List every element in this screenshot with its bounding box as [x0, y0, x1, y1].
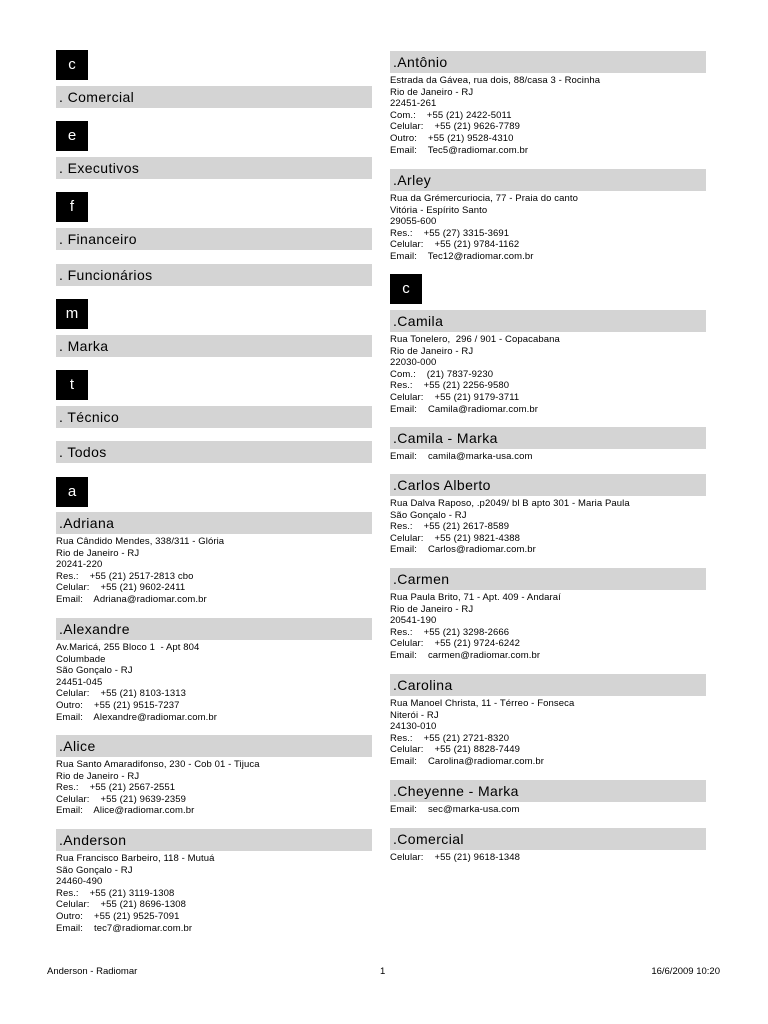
- contact-address: Rua Tonelero, 296 / 901 - Copacabana: [390, 334, 560, 345]
- contact-details-alice: [56, 759, 372, 817]
- contact-name-carlos-alberto: .Carlos Alberto: [390, 474, 706, 496]
- contact-address: Rua Manoel Christa, 11 - Térreo - Fonseca: [390, 698, 575, 709]
- index-letter-m: m: [56, 299, 88, 329]
- contact-phone-mobile: Celular: +55 (21) 8828-7449: [390, 744, 521, 756]
- contact-email: Email: carmen@radiomar.com.br: [390, 649, 541, 661]
- contact-city: São Gonçalo - RJ: [56, 665, 133, 677]
- contact-city: Rio de Janeiro - RJ: [390, 86, 474, 98]
- contact-city: Rio de Janeiro - RJ: [390, 603, 474, 615]
- contact-address: Rua Santo Amaradifonso, 230 - Cob 01 - Tijuca: [56, 759, 260, 770]
- contact-address: Av.Maricá, 255 Bloco 1 - Apt 804: [56, 642, 200, 653]
- group-header-todos: . Todos: [56, 441, 372, 463]
- contact-address: Estrada da Gávea, rua dois, 88/casa 3 - Rocinha: [390, 75, 601, 86]
- contact-phone-mobile: Celular: +55 (21) 9179-3711: [390, 391, 520, 403]
- contact-details-alexandre: [56, 642, 372, 723]
- contact-postal-code: 20541-190: [390, 615, 437, 627]
- contact-phone-other: Outro: +55 (21) 9528-4310: [390, 132, 514, 144]
- index-letter-c: c: [56, 50, 88, 80]
- footer-timestamp: 16/6/2009 10:20: [651, 966, 720, 977]
- contact-details-arley: [390, 193, 706, 263]
- group-header-executivos: . Executivos: [56, 157, 372, 179]
- contact-city: Rio de Janeiro - RJ: [56, 547, 140, 559]
- contact-details-carolina: [390, 698, 706, 768]
- contact-phone-res: Res.: +55 (21) 2517-2813 cbo: [56, 570, 194, 582]
- group-header-financeiro: . Financeiro: [56, 228, 372, 250]
- group-header-tecnico: . Técnico: [56, 406, 372, 428]
- contact-name-antonio: .Antônio: [390, 51, 706, 73]
- contact-email: Email: tec7@radiomar.com.br: [56, 922, 193, 934]
- contact-postal-code: 22451-261: [390, 98, 437, 110]
- index-letter-e: e: [56, 121, 88, 151]
- contact-phone-other: Outro: +55 (21) 9515-7237: [56, 699, 180, 711]
- contact-phone-res: Res.: +55 (21) 2721-8320: [390, 732, 510, 744]
- contact-phone-mobile: Celular: +55 (21) 8103-1313: [56, 688, 187, 700]
- contact-phone-other: Outro: +55 (21) 9525-7091: [56, 910, 180, 922]
- contact-details-camila-marka: [390, 451, 706, 463]
- footer-document-title: Anderson - Radiomar: [47, 966, 138, 977]
- contact-details-comercial: [390, 852, 706, 864]
- contact-city: São Gonçalo - RJ: [390, 509, 467, 521]
- contact-name-adriana: .Adriana: [56, 512, 372, 534]
- contact-details-antonio: [390, 75, 706, 156]
- footer-page-number: 1: [380, 966, 386, 977]
- contact-email: Email: Alexandre@radiomar.com.br: [56, 711, 217, 723]
- contact-name-comercial: .Comercial: [390, 828, 706, 850]
- contact-email: Email: Camila@radiomar.com.br: [390, 403, 538, 415]
- contact-neighborhood: Columbade: [56, 653, 106, 665]
- index-letter-c: c: [390, 274, 422, 304]
- contact-name-anderson: .Anderson: [56, 829, 372, 851]
- contact-email: Email: Carlos@radiomar.com.br: [390, 544, 536, 556]
- contact-phone-res: Res.: +55 (21) 3119-1308: [56, 887, 175, 899]
- contact-phone-mobile: Celular: +55 (21) 9626-7789: [390, 121, 521, 133]
- contact-phone-res: Res.: +55 (21) 2567-2551: [56, 782, 176, 794]
- contact-name-alice: .Alice: [56, 735, 372, 757]
- contact-email: Email: sec@marka-usa.com: [390, 804, 520, 815]
- contact-email: Email: Tec5@radiomar.com.br: [390, 144, 529, 156]
- contact-phone-work: Com.: (21) 7837-9230: [390, 368, 494, 380]
- index-letter-f: f: [56, 192, 88, 222]
- contact-name-carmen: .Carmen: [390, 568, 706, 590]
- contact-address: Rua Paula Brito, 71 - Apt. 409 - Andaraí: [390, 592, 561, 603]
- contact-details-cheyenne-marka: [390, 804, 706, 816]
- contact-phone-mobile: Celular: +55 (21) 9724-6242: [390, 638, 521, 650]
- contact-phone-res: Res.: +55 (21) 2617-8589: [390, 521, 510, 533]
- contact-phone-mobile: Celular: +55 (21) 8696-1308: [56, 899, 187, 911]
- contact-city: São Gonçalo - RJ: [56, 864, 133, 876]
- contact-city: Rio de Janeiro - RJ: [56, 770, 140, 782]
- contact-postal-code: 24130-010: [390, 721, 437, 733]
- contact-name-carolina: .Carolina: [390, 674, 706, 696]
- contact-details-anderson: [56, 853, 372, 934]
- contact-phone-res: Res.: +55 (21) 3298-2666: [390, 626, 510, 638]
- group-header-funcionarios: . Funcionários: [56, 264, 372, 286]
- contact-phone-mobile: Celular: +55 (21) 9639-2359: [56, 793, 187, 805]
- index-letter-t: t: [56, 370, 88, 400]
- contact-email: Email: Carolina@radiomar.com.br: [390, 755, 545, 767]
- group-header-comercial: . Comercial: [56, 86, 372, 108]
- contact-details-carmen: [390, 592, 706, 662]
- contact-address: Rua Dalva Raposo, .p2049/ bl B apto 301 - Maria Paula: [390, 498, 630, 509]
- contact-email: Email: camila@marka-usa.com: [390, 451, 533, 462]
- contact-phone-work: Com.: +55 (21) 2422-5011: [390, 109, 512, 121]
- contact-email: Email: Adriana@radiomar.com.br: [56, 593, 207, 605]
- contact-postal-code: 29055-600: [390, 216, 437, 228]
- contact-postal-code: 24451-045: [56, 676, 103, 688]
- contact-phone-mobile: Celular: +55 (21) 9821-4388: [390, 532, 521, 544]
- index-letter-a: a: [56, 477, 88, 507]
- contact-phone-mobile: Celular: +55 (21) 9784-1162: [390, 239, 520, 251]
- contact-city: Vitória - Espírito Santo: [390, 204, 488, 216]
- group-header-marka: . Marka: [56, 335, 372, 357]
- contact-details-camila: [390, 334, 706, 415]
- contact-postal-code: 24460-490: [56, 876, 103, 888]
- contact-city: Rio de Janeiro - RJ: [390, 345, 474, 357]
- contact-city: Niterói - RJ: [390, 709, 439, 721]
- contact-address: Rua da Grémercuriocia, 77 - Praia do canto: [390, 193, 578, 204]
- contact-name-alexandre: .Alexandre: [56, 618, 372, 640]
- contact-phone-mobile: Celular: +55 (21) 9618-1348: [390, 852, 521, 863]
- contact-email: Email: Alice@radiomar.com.br: [56, 805, 195, 817]
- contact-address: Rua Cândido Mendes, 338/311 - Glória: [56, 536, 225, 547]
- contact-address: Rua Francisco Barbeiro, 118 - Mutuá: [56, 853, 215, 864]
- contact-phone-res: Res.: +55 (27) 3315-3691: [390, 227, 510, 239]
- contact-postal-code: 20241-220: [56, 559, 103, 571]
- contact-email: Email: Tec12@radiomar.com.br: [390, 250, 534, 262]
- contact-name-arley: .Arley: [390, 169, 706, 191]
- contact-details-adriana: [56, 536, 372, 606]
- contact-name-cheyenne-marka: .Cheyenne - Marka: [390, 780, 706, 802]
- contact-postal-code: 22030-000: [390, 357, 437, 369]
- contact-name-camila-marka: .Camila - Marka: [390, 427, 706, 449]
- contact-name-camila: .Camila: [390, 310, 706, 332]
- contact-details-carlos-alberto: [390, 498, 706, 556]
- contact-phone-mobile: Celular: +55 (21) 9602-2411: [56, 582, 186, 594]
- contact-phone-res: Res.: +55 (21) 2256-9580: [390, 380, 510, 392]
